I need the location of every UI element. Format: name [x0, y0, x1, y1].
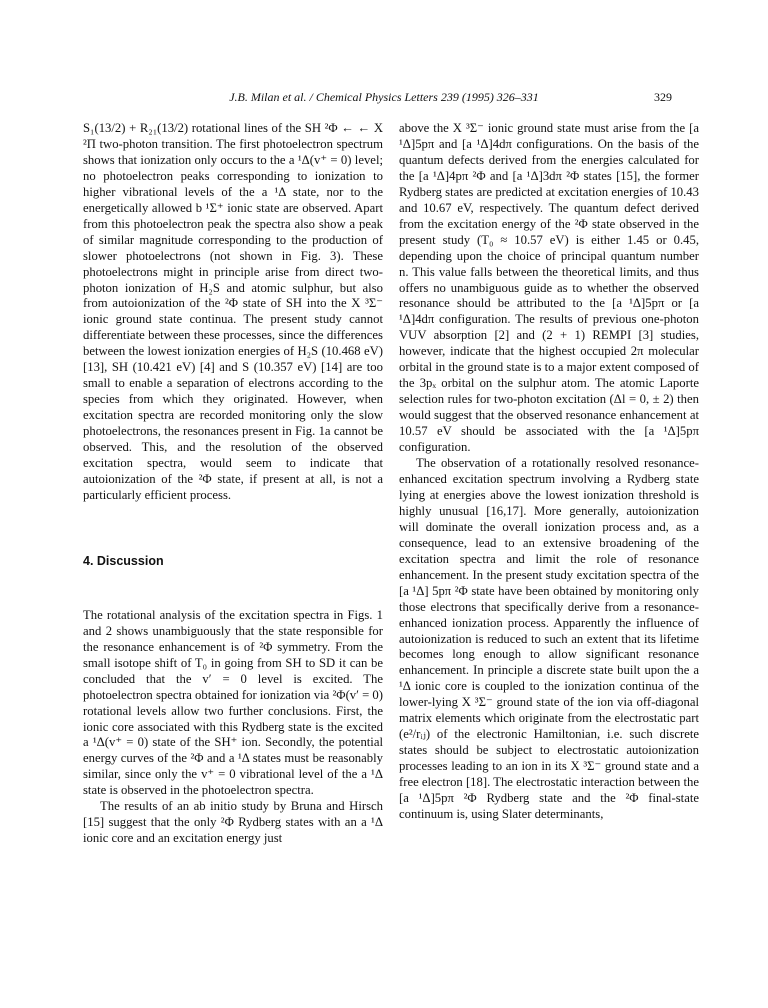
paragraph-right-2: The observation of a rotationally resolved resonance-enhanced excitation spectrum involving a Rydberg state lying at energies above the lowest ionization threshold is highly unusual [16,17]. More generally, autoionization will dominate the overall ionization process and, as a consequence, lead to an extensive broadening of the excitation spectra and limit the role of resonance enhancement. In the present study excitation spectra of the [a ¹Δ] 5pπ ²Φ state have been obtained by monitoring only those electrons that specifically derive from a resonance-enhanced ionization process. Apparently the influence of autoionization is reduced to such an extent that its lifetime becomes long enough to allow significant resonance enhancement. In principle a discrete state built upon the a ¹Δ ionic core is coupled to the ionization continua of the lower-lying X ³Σ⁻ ground state of the ion via off-diagonal matrix elements which originate from the electrostatic part (e²/rᵢⱼ) of the electronic Hamiltonian, i.e. such discrete states should be subject to electrostatic autoionization processes leading to an ion in its X ³Σ⁻ ground state and a free electron [18]. The electrostatic interaction between the [a ¹Δ]5pπ ²Φ Rydberg state and the ²Φ final-state continuum is, using Slater determinants, — [399, 456, 699, 821]
section-heading-discussion: 4. Discussion — [83, 553, 164, 568]
paragraph-right-1: above the X ³Σ⁻ ionic ground state must arise from the [a ¹Δ]5pπ and [a ¹Δ]4dπ configurations. On the basis of the quantum defects derived from the energies calculated for the [a ¹Δ]4pπ ²Φ and [a ¹Δ]3dπ ²Φ states [15], the former Rydberg states are predicted at excitation energies of 10.43 and 10.67 eV, respectively. The quantum defect derived from the excitation energy of the ²Φ state observed in the present study (T₀ ≈ 10.57 eV) is either 1.45 or 0.45, depending upon the choice of principal quantum number n. This value falls between the theoretical limits, and thus offers no unambiguous guide as to whether the observed resonance should be attributed to the [a ¹Δ]5pπ or [a ¹Δ]4dπ configuration. The results of previous one-photon VUV absorption [2] and (2 + 1) REMPI [3] studies, however, indicate that the highest occupied 2π molecular orbital in the ground state is to a major extent composed of the 3pₓ orbital on the sulphur atom. The atomic Laporte selection rules for two-photon excitation (Δl = 0, ± 2) then would suggest that the observed resonance enhancement at 10.57 eV should be associated with the [a ¹Δ]5pπ configuration. — [399, 121, 699, 455]
paragraph-left-1: S₁(13/2) + R₂₁(13/2) rotational lines of the SH ²Φ ← ← X ²Π two-photon transition. The first photoelectron spectrum shows that ionization only occurs to the a ¹Δ(v⁺ = 0) level; no photoelectron peaks corresponding to ionization to higher vibrational levels of the a ¹Δ state, nor to the energetically allowed b ¹Σ⁺ ionic state are observed. Apart from this photoelectron peak the spectra also show a peak of similar magnitude corresponding to the production of slower photoelectrons (not shown in Fig. 3). These photoelectrons might in principle arise from direct two-photon ionization of H₂S and atomic sulphur, but also from autoionization of the ²Φ state of SH into the X ³Σ⁻ ionic ground state continua. The present study cannot differentiate between these processes, since the differences between the lowest ionization energies of H₂S (10.468 eV) [13], SH (10.421 eV) [4] and S (10.357 eV) [14] are too small to enable a separation of electrons according to the species from which they originated. However, when excitation spectra are recorded monitoring only the slow photoelectrons, the resonances present in Fig. 1a cannot be observed. This, and the resolution of the observed excitation spectra, would seem to indicate that autoionization of the ²Φ state, if present at all, is not a particularly efficient process. — [83, 121, 383, 502]
right-column — [399, 121, 699, 823]
journal-reference: J.B. Milan et al. / Chemical Physics Letters 239 (1995) 326–331 — [229, 90, 539, 104]
left-column — [83, 121, 383, 847]
paragraph-left-2: The rotational analysis of the excitation spectra in Figs. 1 and 2 shows unambiguously that the state responsible for the resonance enhancement is of ²Φ symmetry. From the small isotope shift of T₀ in going from SH to SD it can be concluded that the v′ = 0 level is excited. The photoelectron spectra obtained for ionization via ²Φ(v′ = 0) rotational levels allow two further conclusions. First, the ionic core associated with this Rydberg state is the excited a ¹Δ(v⁺ = 0) state of the SH⁺ ion. Secondly, the potential energy curves of the ²Φ and a ¹Δ states must be reasonably similar, since only the v⁺ = 0 vibrational level of the a ¹Δ state is observed in the photoelectron spectra. — [83, 607, 383, 798]
page-number: 329 — [654, 90, 672, 104]
running-head — [0, 90, 768, 106]
paragraph-left-3: The results of an ab initio study by Bruna and Hirsch [15] suggest that the only ²Φ Rydberg states with an a ¹Δ ionic core and an excitation energy just — [83, 799, 383, 846]
